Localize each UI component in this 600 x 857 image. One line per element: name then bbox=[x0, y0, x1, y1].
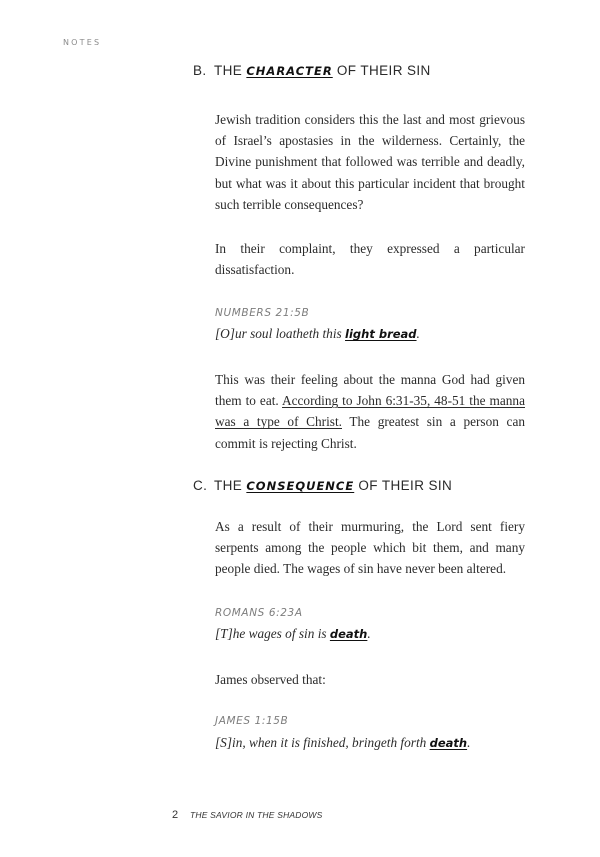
section-b-letter: B. bbox=[193, 63, 207, 78]
verse-text: [S]in, when it is finished, bringeth forth bbox=[215, 735, 430, 750]
underlined-statement: According to John 6:31-35, 48-51 the manna was a type of Christ. bbox=[215, 393, 525, 430]
verse-text: [T]he wages of sin is bbox=[215, 626, 330, 641]
section-b-suffix: OF THEIR SIN bbox=[336, 63, 431, 78]
section-b-paragraph-2: In their complaint, they expressed a particular dissatisfaction. bbox=[215, 241, 525, 278]
verse-quote-romans bbox=[215, 626, 525, 642]
verse-text-end: . bbox=[467, 735, 471, 750]
verse-text: [O]ur soul loatheth this bbox=[215, 326, 346, 341]
verse-reference-james: JAMES 1:15B bbox=[215, 715, 289, 727]
section-b-paragraph-1: Jewish tradition considers this the last and most grievous of Israel’s apostasies in the wilderness. Certainly, the Divine punishment that followed was terrible and deadly, but what was it about this particular incident that brought such terrible consequences? bbox=[215, 112, 525, 212]
verse-text-end: . bbox=[416, 326, 420, 341]
book-title: THE SAVIOR IN THE SHADOWS bbox=[190, 810, 323, 820]
section-b-paragraph-3 bbox=[215, 369, 525, 454]
section-c-paragraph-2: James observed that: bbox=[215, 672, 326, 687]
verse-quote-james bbox=[215, 735, 525, 751]
verse-text-end: . bbox=[367, 626, 371, 641]
section-b-heading bbox=[193, 63, 431, 78]
verse-emphasis: light bread bbox=[345, 327, 417, 341]
section-c-prefix: THE bbox=[214, 478, 243, 493]
paragraph-text: This was their feeling about the manna God had given them to eat. bbox=[215, 372, 525, 409]
page-number: 2 bbox=[172, 809, 179, 821]
section-b-prefix: THE bbox=[214, 63, 243, 78]
section-b-emphasis: CHARACTER bbox=[246, 64, 333, 78]
section-c-heading bbox=[193, 478, 452, 493]
verse-emphasis: death bbox=[329, 627, 368, 641]
section-c-suffix: OF THEIR SIN bbox=[358, 478, 453, 493]
notes-label: NOTES bbox=[63, 38, 102, 47]
section-c-letter: C. bbox=[193, 478, 208, 493]
section-c-paragraph-1: As a result of their murmuring, the Lord sent fiery serpents among the people which bit them, and many people died. The wages of sin have never been altered. bbox=[215, 519, 525, 577]
verse-emphasis: death bbox=[429, 736, 468, 750]
verse-reference-numbers: NUMBERS 21:5B bbox=[215, 307, 310, 319]
verse-quote-numbers bbox=[215, 326, 525, 342]
page-footer bbox=[172, 805, 323, 823]
section-c-emphasis: CONSEQUENCE bbox=[246, 479, 355, 493]
verse-reference-romans: ROMANS 6:23A bbox=[215, 607, 303, 619]
paragraph-text-end: The greatest sin a person can commit is rejecting Christ. bbox=[215, 414, 526, 451]
